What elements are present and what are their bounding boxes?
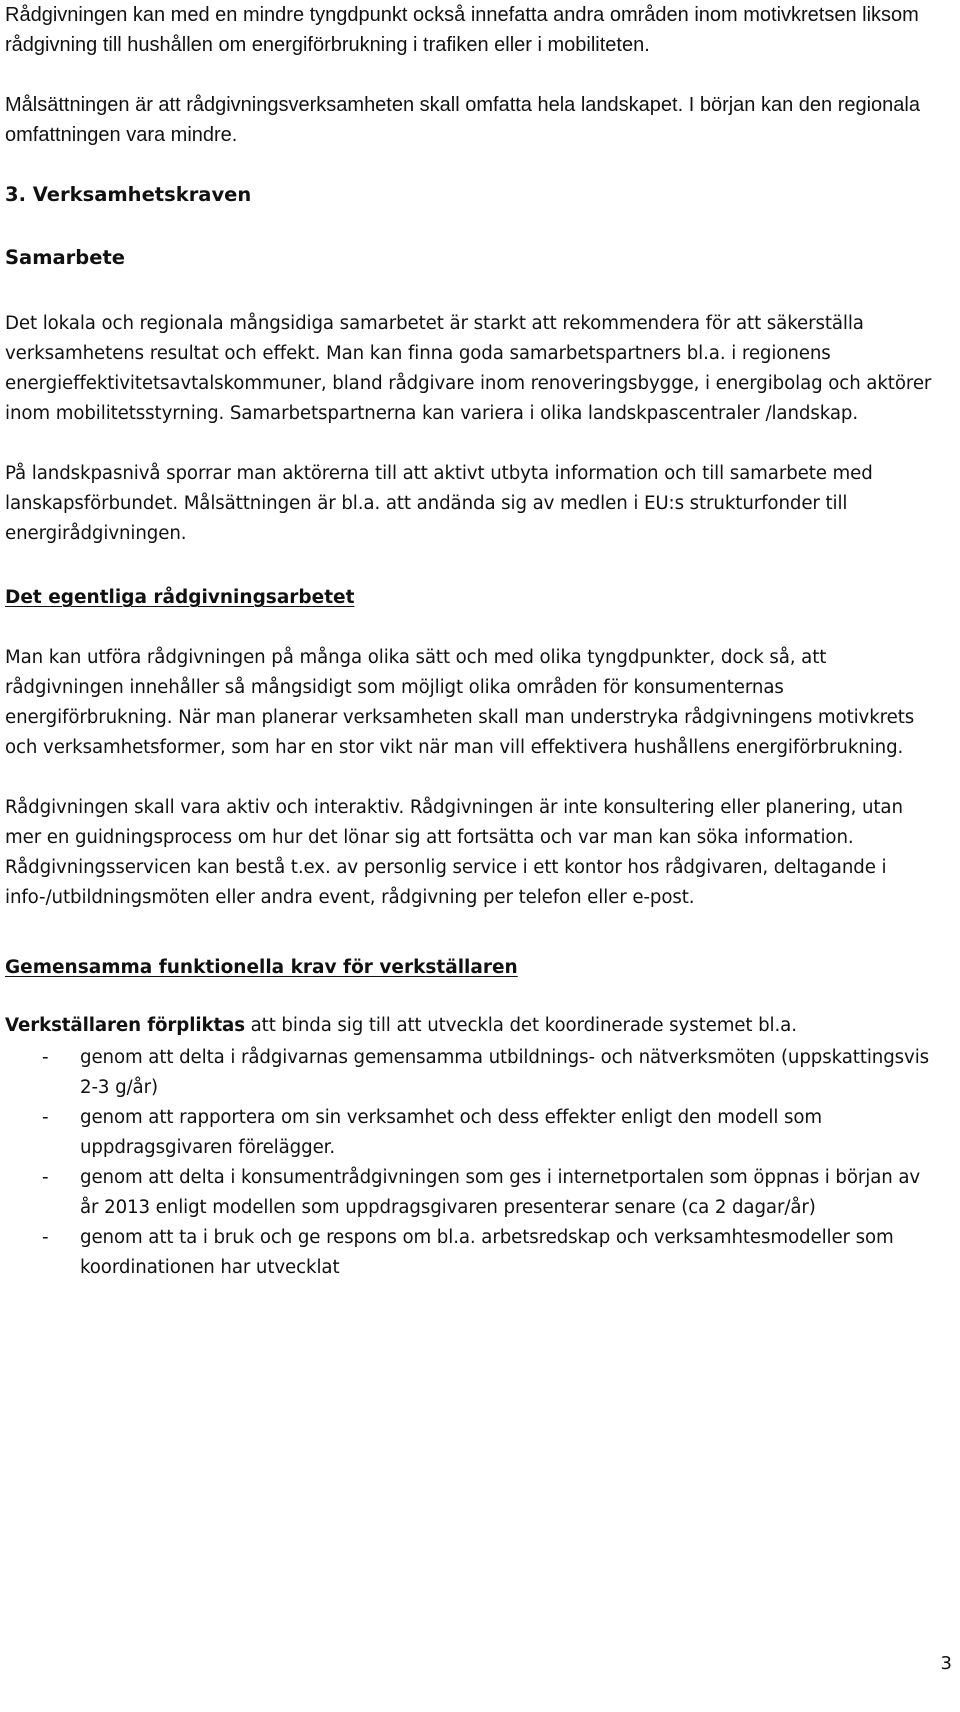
list-item: [5, 1043, 939, 1103]
obligation-lead-rest: att binda sig till att utveckla det koordinerade systemet bl.a.: [244, 1015, 797, 1036]
list-item: [5, 1223, 939, 1283]
page-number: 3: [940, 1653, 952, 1674]
subsection-heading-samarbete: Samarbete: [5, 246, 126, 269]
list-dash: -: [42, 1167, 49, 1188]
list-item-text: genom att rapportera om sin verksamhet och dess effekter enligt den modell som uppdragsgivaren förelägger.: [80, 1107, 823, 1158]
samarbete-paragraph-partners: Det lokala och regionala mångsidiga samarbetet är starkt att rekommendera för att säkerställa verksamhetens resultat och effekt. Man kan finna goda samarbetspartners bl.a. i regionens energieffektivitetsavtalskommuner, bland rådgivare inom renoveringsbygge, i energibolag och aktörer inom mobilitetsstyrning. Samarbetspartnerna kan variera i olika landskpascentraler /landskap.: [5, 313, 932, 424]
list-item-text: genom att ta i bruk och ge respons om bl.a. arbetsredskap och verksamhtesmodeller som koordinationen har utvecklat: [80, 1227, 894, 1278]
page-content: [5, 0, 939, 1283]
radgivning-paragraph-methods: Man kan utföra rådgivningen på många olika sätt och med olika tyngdpunkter, dock så, att rådgivningen innehåller så mångsidigt som möjligt olika områden för konsumenternas energiförbrukning. När man planerar verksamheten skall man understryka rådgivningens motivkrets och verksamhetsformer, som har en stor vikt när man vill effektivera hushållens energiförbrukning.: [5, 647, 915, 758]
heading-funktionella-krav: Gemensamma funktionella krav för verkställaren: [5, 957, 518, 978]
list-item-text: genom att delta i rådgivarnas gemensamma utbildnings- och nätverksmöten (uppskattingsvis 2-3 g/år): [80, 1047, 930, 1098]
heading-radgivningsarbetet: Det egentliga rådgivningsarbetet: [5, 587, 355, 608]
section-heading-verksamhetskraven: 3. Verksamhetskraven: [5, 183, 252, 206]
list-item: [5, 1163, 939, 1223]
samarbete-paragraph-landskap: På landskpasnivå sporrar man aktörerna till att aktivt utbyta information och till samarbete med lanskapsförbundet. Målsättningen är bl.a. att andända sig av medlen i EU:s strukturfonder till energirådgivningen.: [5, 463, 873, 544]
list-dash: -: [42, 1047, 49, 1068]
list-item-text: genom att delta i konsumentrådgivningen som ges i internetportalen som öppnas i början av år 2013 enligt modellen som uppdragsgivaren presenterar senare (ca 2 dagar/år): [80, 1167, 921, 1218]
intro-paragraph-goal: Målsättningen är att rådgivningsverksamheten skall omfatta hela landskapet. I början kan den regionala omfattningen vara mindre.: [5, 94, 920, 146]
intro-paragraph-mobility: Rådgivningen kan med en mindre tyngdpunkt också innefatta andra områden inom motivkretsen liksom rådgivning till hushållen om energiförbrukning i trafiken eller i mobiliteten.: [5, 4, 919, 56]
list-dash: -: [42, 1227, 49, 1248]
list-dash: -: [42, 1107, 49, 1128]
obligation-lead-bold: Verkställaren förpliktas: [5, 1015, 245, 1036]
list-item: [5, 1103, 939, 1163]
obligation-list: [5, 1043, 939, 1283]
radgivning-paragraph-interactive: Rådgivningen skall vara aktiv och interaktiv. Rådgivningen är inte konsultering eller planering, utan mer en guidningsprocess om hur det lönar sig att fortsätta och var man kan söka information. Rådgivningsservicen kan bestå t.ex. av personlig service i ett kontor hos rådgivaren, deltagande i info-/utbildningsmöten eller andra event, rådgivning per telefon eller e-post.: [5, 797, 903, 908]
obligation-lead: [5, 1011, 939, 1041]
